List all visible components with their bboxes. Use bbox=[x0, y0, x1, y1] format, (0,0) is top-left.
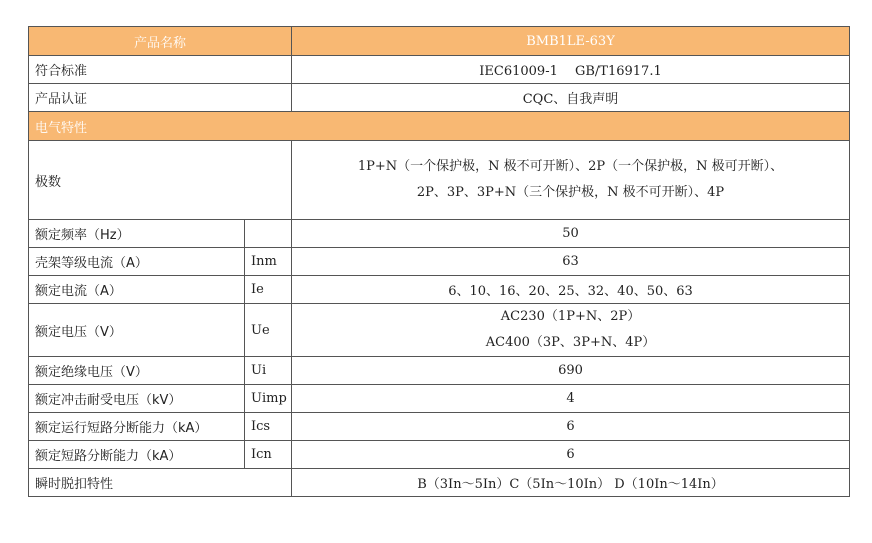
standard-label: 符合标准 bbox=[29, 56, 292, 84]
service-breaking-symbol: Ics bbox=[245, 413, 292, 441]
table-row bbox=[29, 441, 850, 469]
rated-voltage-symbol: Ue bbox=[245, 304, 292, 357]
frame-current-symbol: Inm bbox=[245, 248, 292, 276]
rated-voltage-label: 额定电压（V） bbox=[29, 304, 245, 357]
table-row bbox=[29, 385, 850, 413]
header-row bbox=[29, 27, 850, 56]
insulation-voltage-value: 690 bbox=[292, 357, 850, 385]
table-row bbox=[29, 469, 850, 497]
rated-voltage-line-1: AC230（1P+N、2P） bbox=[500, 309, 641, 324]
impulse-voltage-symbol: Uimp bbox=[245, 385, 292, 413]
rated-voltage-value bbox=[292, 304, 850, 357]
poles-line-2: 2P、3P、3P+N（三个保护极，N 极不可开断）、4P bbox=[416, 185, 725, 200]
insulation-voltage-symbol: Ui bbox=[245, 357, 292, 385]
rated-voltage-line-2: AC400（3P、3P+N、4P） bbox=[485, 335, 656, 350]
impulse-voltage-label: 额定冲击耐受电压（kV） bbox=[29, 385, 245, 413]
frequency-symbol bbox=[245, 220, 292, 248]
ultimate-breaking-label: 额定短路分断能力（kA） bbox=[29, 441, 245, 469]
rated-current-value: 6、10、16、20、25、32、40、50、63 bbox=[292, 276, 850, 304]
tripping-label: 瞬时脱扣特性 bbox=[29, 469, 292, 497]
frame-current-label: 壳架等级电流（A） bbox=[29, 248, 245, 276]
section-title: 电气特性 bbox=[29, 112, 850, 141]
spec-table bbox=[28, 26, 850, 497]
certification-value: CQC、自我声明 bbox=[292, 84, 850, 112]
table-row bbox=[29, 304, 850, 357]
table-row bbox=[29, 56, 850, 84]
frequency-label: 额定频率（Hz） bbox=[29, 220, 245, 248]
frame-current-value: 63 bbox=[292, 248, 850, 276]
poles-label: 极数 bbox=[29, 141, 292, 220]
frequency-value: 50 bbox=[292, 220, 850, 248]
table-row bbox=[29, 141, 850, 220]
service-breaking-label: 额定运行短路分断能力（kA） bbox=[29, 413, 245, 441]
table-row bbox=[29, 413, 850, 441]
certification-label: 产品认证 bbox=[29, 84, 292, 112]
table-row bbox=[29, 220, 850, 248]
insulation-voltage-label: 额定绝缘电压（V） bbox=[29, 357, 245, 385]
section-row bbox=[29, 112, 850, 141]
table-row bbox=[29, 357, 850, 385]
ultimate-breaking-symbol: Icn bbox=[245, 441, 292, 469]
service-breaking-value: 6 bbox=[292, 413, 850, 441]
rated-current-label: 额定电流（A） bbox=[29, 276, 245, 304]
table-row bbox=[29, 84, 850, 112]
poles-line-1: 1P+N（一个保护极，N 极不可开断）、2P（一个保护极，N 极可开断）、 bbox=[357, 159, 784, 174]
product-name-label: 产品名称 bbox=[29, 27, 292, 56]
rated-current-symbol: Ie bbox=[245, 276, 292, 304]
standard-value: IEC61009-1 GB/T16917.1 bbox=[292, 56, 850, 84]
poles-value bbox=[292, 141, 850, 220]
impulse-voltage-value: 4 bbox=[292, 385, 850, 413]
product-model: BMB1LE-63Y bbox=[292, 27, 850, 56]
ultimate-breaking-value: 6 bbox=[292, 441, 850, 469]
table-row bbox=[29, 276, 850, 304]
table-row bbox=[29, 248, 850, 276]
tripping-value: B（3In～5In）C（5In～10In） D（10In～14In） bbox=[292, 469, 850, 497]
